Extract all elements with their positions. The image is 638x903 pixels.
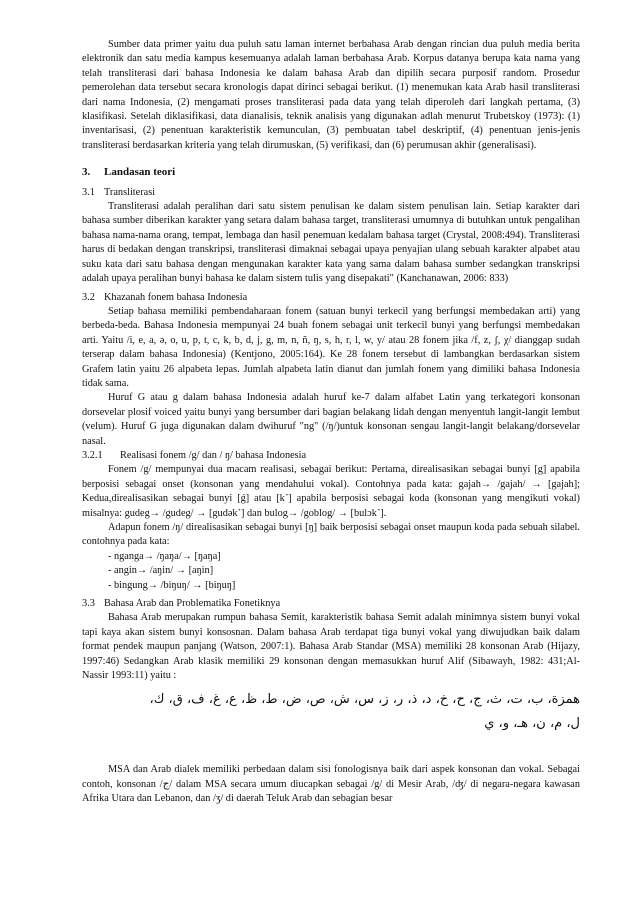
transliterasi-paragraph: Transliterasi adalah peralihan dari satu sistem penulisan ke dalam sistem penulisan lain. Setiap karakter dari bahasa sumber diberikan karakter yang setara dalam bahasa target, transliterasi umumnya di butuhkan untuk pengalihan bahasa nama-nama orang, tempat, lembaga dan hasil penemuan kedalam bahasa target (Crystal, 2008:494). Transliterasi harus di bedakan dengan transkripsi, transliterasi dimaknai sebagai upaya penyajian ulang sebuah karakter alpabet atau suku kata dari satu bahasa dengan mengunakan karakter kata yang sama dalam bahasa sumber sedangkan transkripsi adalah upaya peralihan bunyi bahasa ke dalam sistem tulis yang disepakati" (Kanchanawan, 2006: 833): [82, 201, 580, 285]
bahasa-arab-paragraph: Bahasa Arab merupakan rumpun bahasa Semit, karakteristik bahasa Semit adalah minimnya sistem bunyi vokal tapi kaya akan sistem bunyi konsosnan. Dalam bahasa Arab terdapat tiga bunyi vokal yang diwujudkan baik dalam format pendek maupun panjang (Watson, 2007:1). Bahasa Arab Standar (MSA) memiliki 28 konsonan Arab (Hijazy, 1997:46) Sedangkan Arab klasik memiliki 29 konsonan dengan memasukkan huruf Alif (Sibawayh, 1982: 431;Al-Nassir 1993:11) yaitu :: [82, 612, 580, 682]
subsection-title: Bahasa Arab dan Problematika Fonetiknya: [104, 598, 281, 610]
subsection-number: 3.3: [82, 598, 95, 610]
arabic-row-1: همزة، ب، ت، ث، ج، ح، خ، د، ذ، ر، ز، س، ش، ص، ض، ط، ظ، ع، غ، ف، ق، ك،: [149, 692, 580, 708]
subsection-number: 3.1: [82, 186, 95, 198]
subsection-heading-3-2: [82, 291, 580, 305]
subsection-title: Transliterasi: [104, 186, 156, 198]
fonem-paragraph-2: Huruf G atau g dalam bahasa Indonesia adalah huruf ke-7 dalam alfabet Latin yang terkategori konsonan dorsevelar plosif voiced yaitu bunyi yang bersumber dari bagian belakang lidah dengan menyentuh langit-langit lembut (velum). Huruf G juga digunakan dalam dwihuruf "ng" (/ŋ/)untuk konsonan sengau langit-langit belakang/dorsevelar nasal.: [82, 392, 580, 447]
arabic-row-2: ل، م، ن، هـ، و، ي: [484, 716, 580, 732]
section-title: Landasan teori: [104, 166, 176, 179]
section-number: 3.: [82, 166, 91, 179]
subsection-title: Khazanah fonem bahasa Indonesia: [104, 291, 248, 303]
list-item: - bingung→ /biŋuŋ/ → [biŋuŋ]: [108, 579, 236, 591]
msa-dialect-paragraph: MSA dan Arab dialek memiliki perbedaan dalam sisi fonologisnya baik dari aspek konsonan dan vokal. Sebagai contoh, konsonan /ج/ dalam MSA secara umum diucapkan sebagai /g/ di Mesir Arab, /ʤ/ di negara-negara kawasan Afrika Utara dan Lebanon, dan /ʒ/ di daerah Teluk Arab dan sebagian besar: [82, 764, 580, 805]
example-list: [82, 550, 580, 593]
subsection-title: Realisasi fonem /g/ dan / ŋ/ bahasa Indonesia: [120, 449, 307, 461]
subsection-number: 3.2.1: [82, 449, 103, 461]
subsection-heading-3-3: [82, 597, 580, 611]
fonem-paragraph-1: Setiap bahasa memiliki pembendaharaan fonem (satuan bunyi terkecil yang berfungsi membedakan arti) yang berbeda-beda. Bahasa Indonesia mempunyai 24 buah fonem sebagai unit terkecil bunyi yang berfungsi membedakan arti. Yaitu /i, e, a, ə, o, u, p, t, c, k, b, d, j, g, m, n, ñ, ŋ, s, h, r, l, w, y/ atau 28 fonem jika /f, z, ʃ, χ/ dianggap sudah terserap dalam bahasa Indonesia) (Kentjono, 2005:164). Ke 28 fonem tersebut di lambangkan berdasarkan sistem Grafem latin yaitu 26 alpabeta lepas. Jumlah alpabeta latin dianut dan jumlah fonem yang dimiliki bahasa Indonesia tidak sama.: [82, 305, 580, 389]
realisasi-paragraph-1: Fonem /g/ mempunyai dua macam realisasi, sebagai berikut: Pertama, direalisasikan sebagai bunyi [g] apabila berposisi sebagai onset (konsonan yang mendahului vokal). Contohnya pada kata: gajah→ /gajah/ → [gajah]; Kedua,direalisasikan sebagai bunyi [ǵ] atau [k˺] apabila berposisi sebagai koda (konsonan yang mengikuti vokal) misalnya: gudeg→ /gudeg/ → [gudək˺] dan bulog→ /goblog/ → [bulɔk˺].: [82, 464, 580, 519]
realisasi-paragraph-2: Adapun fonem /ŋ/ direalisasikan sebagai bunyi [ŋ] baik berposisi sebagai onset maupun koda pada sebuah silabel. contohnya pada kata:: [82, 522, 580, 548]
list-item: - nganga→ /ŋaŋa/→ [ŋaŋa]: [108, 550, 221, 562]
arabic-consonant-list: [82, 689, 580, 735]
list-item: - angin→ /aŋin/ → [aŋin]: [108, 565, 214, 577]
subsection-heading-3-1: [82, 186, 580, 200]
subsection-heading-3-2-1: [82, 449, 580, 463]
section-heading: [82, 165, 580, 179]
subsection-number: 3.2: [82, 291, 95, 303]
intro-paragraph: Sumber data primer yaitu dua puluh satu laman internet berbahasa Arab dengan rincian dua puluh media berita elektronik dan satu media kampus kesemuanya adalah laman berbahasa Arab. Korpus datanya berupa kata nama yang telah transliterasi dari bahasa Indonesia ke dalam bahasa Arab dan dipilih secara purposif random. Prosedur pemerolehan data tersebut secara kronologis dapat dirinci sebagai berikut. (1) menemukan kata Arab hasil transliterasi dari nama Indonesia, (2) mengamati proses transliterasi pada data yang telah diperoleh dari langkah pertama, (3) klasifikasi. Setelah diklasifikasi, data dianalisis, teknik analisis yang digunakan adlah menurut Trubetskoy (1973): (1) inventarisasi, (2) penentuan karakteristik kemunculan, (3) pembuatan tabel deskriptif, (4) penentuan jenis-jenis transliterasi berdasarkan kriteria yang telah dirumuskan, (5) verifikasi, dan (6) perumusan akhir (generalisasi).: [82, 39, 580, 151]
